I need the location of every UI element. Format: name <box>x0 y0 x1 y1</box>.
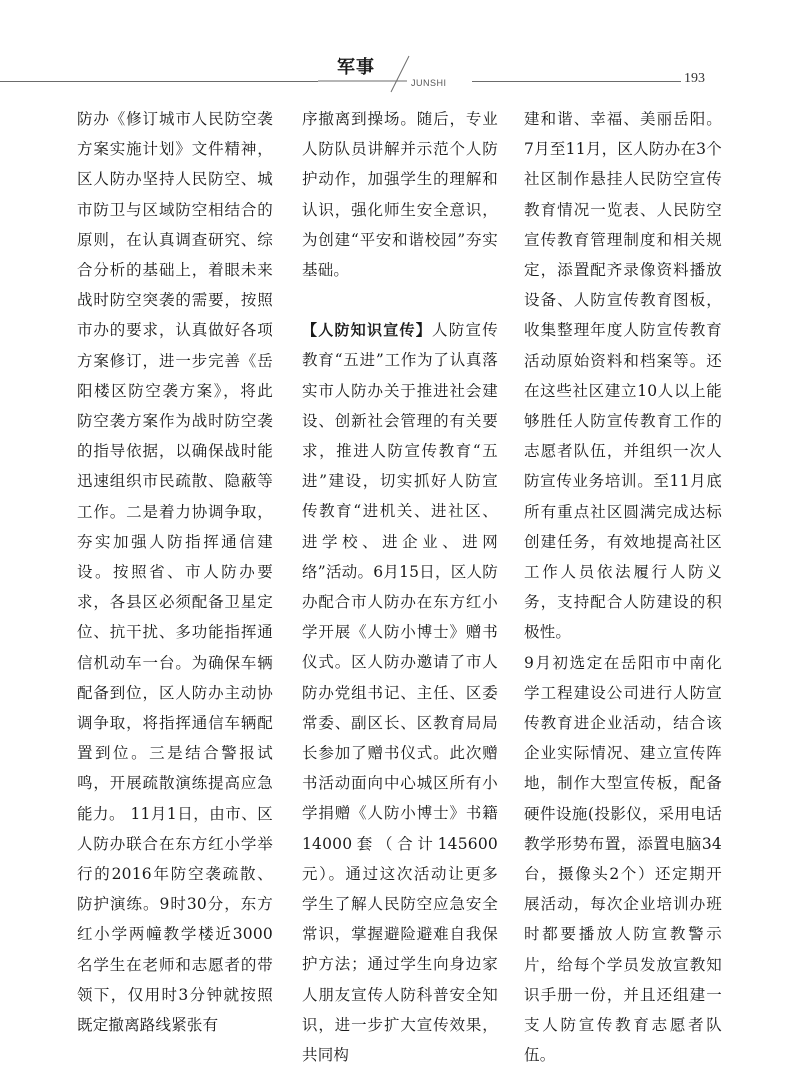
section-body: 人防宣传教育“五进”工作为了认真落实市人防办关于推进社会建设、创新社会管理的有关要求，推进人防宣传教育“五进”建设，切实抓好人防宣传教育“进机关、进社区、进学校、进企业、进网络”活动。6月15日，区人防办配合市人防办在东方红小学开展《人防小博士》赠书仪式。区人防办邀请了市人防办党组书记、主任、区委常委、副区长、区教育局局长参加了赠书仪式。此次赠书活动面向中心城区所有小学捐赠《人防小博士》书籍14000套（合计145600元）。通过这次活动让更多学生了解人民防空应急安全常识，掌握避险避难自我保护方法；通过学生向身边家人朋友宣传人防科普安全知识，进一步扩大宣传效果，共同构 <box>302 321 498 1065</box>
paragraph-spacer <box>302 285 498 315</box>
paragraph: 建和谐、幸福、美丽岳阳。7月至11月，区人防办在3个社区制作悬挂人民防空宣传教育情况一览表、人民防空宣传教育管理制度和相关规定，添置配齐录像资料播放设备、人防宣传教育图板，收集整理年度人防宣传教育活动原始资料和档案等。还在这些社区建立10人以上能够胜任人防宣传教育工作的志愿者队伍，并组织一次人防宣传业务培训。至11月底所有重点社区圆满完成达标创建任务，有效地提高社区工作人员依法履行人防义务，支持配合人防建设的积极性。 <box>524 110 722 642</box>
header-slash-decoration <box>0 0 793 100</box>
page-number: 193 <box>684 71 705 86</box>
text-column-3 <box>524 104 722 1071</box>
paragraph: 序撤离到操场。随后，专业人防队员讲解并示范个人防护动作，加强学生的理解和认识，强化师生安全意识，为创建“平安和谐校园”夯实基础。 <box>302 110 498 280</box>
section-paragraph <box>302 315 498 1070</box>
header-rule-right <box>472 81 681 82</box>
paragraph: 防办《修订城市人民防空袭方案实施计划》文件精神，区人防办坚持人民防空、城市防卫与区域防空相结合的原则，在认真调查研究、综合分析的基础上，着眼未来战时防空突袭的需要，按照市办的要求，认真做好各项方案修订，进一步完善《岳阳楼区防空袭方案》，将此防空袭方案作为战时防空袭的指导依据，以确保战时能迅速组织市民疏散、隐蔽等工作。二是着力协调争取，夯实加强人防指挥通信建设。按照省、市人防办要求，各县区必须配备卫星定位、抗干扰、多功能指挥通信机动车一台。为确保车辆配备到位，区人防办主动协调争取，将指挥通信车辆配置到位。三是结合警报试鸣，开展疏散演练提高应急能力。 11月1日，由市、区人防办联合在东方红小学举行的2016年防空袭疏散、防护演练。9时30分，东方红小学两幢教学楼近3000名学生在老师和志愿者的带领下，仅用时3分钟就按照既定撤离路线紧张有 <box>77 110 273 1035</box>
section-heading: 【人防知识宣传】 <box>302 321 433 340</box>
page-header <box>0 0 793 100</box>
section-title: 军事 <box>337 57 375 78</box>
paragraph: 9月初选定在岳阳市中南化学工程建设公司进行人防宣传教育进企业活动，结合该企业实际情况、建立宣传阵地，制作大型宣传板，配备硬件设施(投影仪，采用电话教学形势布置，添置电脑34台，摄像头2个）还定期开展活动，每次企业培训办班时都要播放人防宣教警示片，给每个学员发放宣教知识手册一份，并且还组建一支人防宣传教育志愿者队伍。 <box>524 653 722 1065</box>
text-column-2 <box>302 104 498 1070</box>
section-subtitle: JUNSHI <box>411 78 447 88</box>
text-column-1 <box>77 104 273 1040</box>
